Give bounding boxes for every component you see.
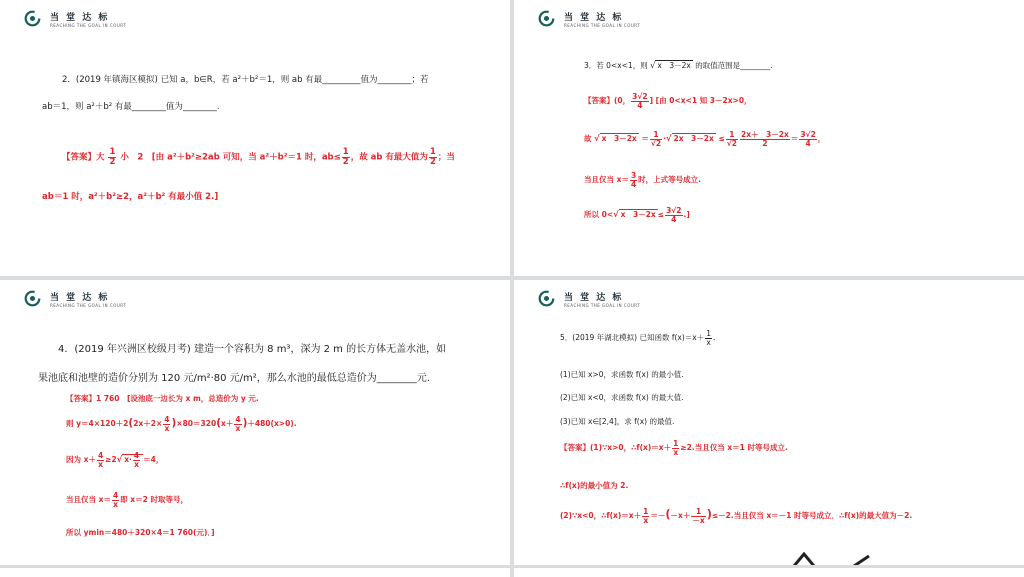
answer-line-3: 当且仅当 x＝ $\frac{3}{4}$ 时，上式等号成立. bbox=[584, 171, 702, 189]
answer-line-4: 所以 0<√ x 3－2x ≤ $\frac{3√2}{4}$ .] bbox=[584, 206, 690, 224]
slide-4 bbox=[514, 280, 1024, 565]
fraction: $\frac{2x+ 3-2x}{2}$ bbox=[741, 130, 789, 148]
part-2: (2)已知 x<0，求函数 f(x) 的最大值. bbox=[560, 393, 684, 402]
answer-label: 【答案】大 bbox=[62, 152, 105, 163]
answer-text: ；当 bbox=[437, 152, 455, 163]
answer-label: 【答案】 bbox=[584, 96, 614, 105]
fraction: $\frac{3√2}{4}$ bbox=[632, 92, 648, 110]
slide-5-partial bbox=[0, 568, 510, 577]
answer-line-2: 故 √ x 3－2x ＝ $\frac{1}{√2}$ ·√ 2x 3－2x ≤ $\frac{1}{√2}$ $\frac{2x+ 3-2x}{2}$ ＝ $\frac{3√2}{4}$ ， bbox=[584, 130, 826, 148]
fraction: $\frac{4}{x}$ bbox=[97, 451, 104, 469]
fraction: $\frac{1}{2}$ bbox=[109, 147, 116, 167]
question-line-2: ab＝1，则 a²＋b² 有最________值为________. bbox=[42, 102, 220, 112]
fraction: $\frac{3}{4}$ bbox=[630, 171, 637, 189]
fraction: $\frac{1}{x}$ bbox=[706, 329, 712, 347]
header-title: 当 堂 达 标 bbox=[564, 13, 624, 23]
brand-logo-icon bbox=[24, 10, 41, 27]
question-line-1: 4．(2019 年兴洲区校级月考) 建造一个容积为 8 m³，深为 2 m 的长方体无盖水池，如 bbox=[58, 344, 447, 355]
fraction: $\frac{4}{x}$ bbox=[164, 415, 170, 433]
header-title: 当 堂 达 标 bbox=[50, 293, 110, 303]
decorative-shape-icon bbox=[774, 552, 884, 565]
question-text: 的取值范围是________. bbox=[695, 61, 773, 70]
part-1: (1)已知 x>0，求函数 f(x) 的最小值. bbox=[560, 370, 684, 379]
answer-line-1: 【答案】(0， $\frac{3√2}{4}$ ] [由 0<x<1 知 3－2x>0， bbox=[584, 92, 752, 110]
answer-line-2: ab＝1 时，a²＋b²≥2，a²＋b² 有最小值 2.] bbox=[42, 192, 219, 202]
fraction: $\frac{1}{-x}$ bbox=[692, 507, 705, 525]
fraction: $\frac{1}{2}$ bbox=[429, 147, 436, 167]
answer-line-2: 则 y＝4×120＋2(2x＋2× $\frac{4}{x}$ )×80＝320(x＋ $\frac{4}{x}$ )＋480(x>0). bbox=[66, 415, 297, 433]
slide-1 bbox=[0, 0, 510, 276]
question-line-1: 2．(2019 年镇海区模拟) 已知 a，b∈R，若 a²＋b²＝1，则 ab 有最_________值为________；若 bbox=[62, 75, 429, 85]
question-line-2: 果池底和池壁的造价分别为 120 元/m²·80 元/m²，那么水池的最低总造价为________元. bbox=[38, 373, 430, 384]
fraction: $\frac{3√2}{4}$ bbox=[800, 130, 816, 148]
answer-text: [由 0<x<1 知 3－2x>0， bbox=[655, 96, 752, 105]
fraction: $\frac{4}{x}$ bbox=[133, 451, 140, 469]
fraction: $\frac{3√2}{4}$ bbox=[666, 206, 682, 224]
question-line: 5．(2019 年湖北模拟) 已知函数 f(x)＝x＋ $\frac{1}{x}$ . bbox=[560, 329, 716, 347]
fraction: $\frac{1}{x}$ bbox=[673, 439, 679, 457]
slide-3 bbox=[0, 280, 510, 565]
fraction: $\frac{4}{x}$ bbox=[112, 491, 119, 509]
part-3: (3)已知 x∈[2,4]，求 f(x) 的最值. bbox=[560, 417, 675, 426]
fraction: $\frac{1}{√2}$ bbox=[726, 130, 737, 148]
answer-line-1: 【答案】(1)∵x>0，∴f(x)＝x＋ $\frac{1}{x}$ ≥2.当且仅当 x＝1 时等号成立. bbox=[560, 439, 788, 457]
answer-line-1: 【答案】1 760 [设池底一边长为 x m，总造价为 y 元. bbox=[66, 394, 259, 403]
header-title: 当 堂 达 标 bbox=[50, 13, 110, 23]
answer-line-2: ∴f(x)的最小值为 2. bbox=[560, 481, 629, 490]
header-subtitle: REACHING THE GOAL IN COURT bbox=[50, 23, 127, 28]
answer-line-5: 所以 ymin＝480＋320×4＝1 760(元)．] bbox=[66, 528, 215, 537]
header-subtitle: REACHING THE GOAL IN COURT bbox=[50, 303, 127, 308]
answer-line-3: 因为 x＋ $\frac{4}{x}$ ≥2√ x· $\frac{4}{x}$ ＝4， bbox=[66, 451, 164, 469]
header-subtitle: REACHING THE GOAL IN COURT bbox=[564, 23, 641, 28]
slide-6-partial bbox=[514, 568, 1024, 577]
fraction: $\frac{1}{2}$ bbox=[342, 147, 349, 167]
header-title: 当 堂 达 标 bbox=[564, 293, 624, 303]
fraction: $\frac{1}{√2}$ bbox=[650, 130, 662, 148]
brand-logo-icon bbox=[538, 290, 555, 307]
radical: x 3－2x bbox=[657, 61, 691, 70]
brand-logo-icon bbox=[24, 290, 41, 307]
brand-logo-icon bbox=[538, 10, 555, 27]
answer-line-4: 当且仅当 x＝ $\frac{4}{x}$ 即 x＝2 时取等号， bbox=[66, 491, 188, 509]
answer-line-3: (2)∵x<0，∴f(x)＝x＋ $\frac{1}{x}$ ＝－(－x＋ $\frac{1}{-x}$ )≤－2.当且仅当 x＝－1 时等号成立．∴f(x)的最大值为－2. bbox=[560, 507, 913, 525]
answer-text: ，故 ab 有最大值为 bbox=[350, 152, 428, 163]
header-subtitle: REACHING THE GOAL IN COURT bbox=[564, 303, 641, 308]
fraction: $\frac{1}{x}$ bbox=[643, 507, 649, 525]
question-text: 3．若 0<x<1，则 bbox=[584, 61, 648, 70]
question-line: 3．若 0<x<1，则 √ x 3－2x 的取值范围是________. bbox=[584, 60, 773, 70]
fraction: $\frac{4}{x}$ bbox=[235, 415, 241, 433]
answer-line-1 bbox=[62, 148, 455, 166]
slide-2 bbox=[514, 0, 1024, 276]
answer-text: 小 2 [由 a²＋b²≥2ab 可知，当 a²＋b²＝1 时，ab≤ bbox=[120, 152, 341, 163]
